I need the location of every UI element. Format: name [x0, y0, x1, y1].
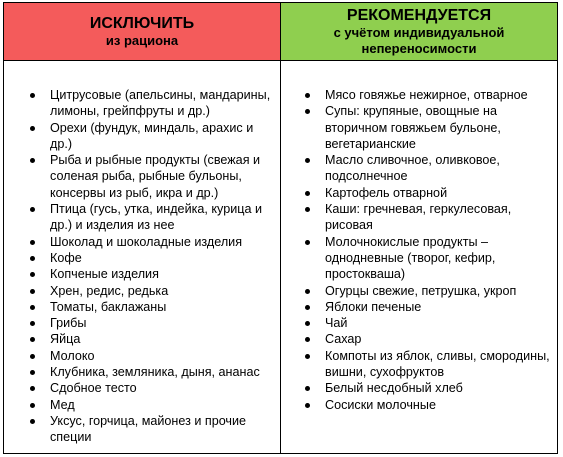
recommend-list-item: Масло сливочное, оливковое, подсолнечное [325, 152, 557, 185]
exclude-list-item: Молоко [50, 348, 280, 364]
exclude-subtitle: из рациона [105, 33, 179, 48]
exclude-list-item: Яйца [50, 331, 280, 347]
recommend-list-item: Супы: крупяные, овощные на вторичном говяжьем бульоне, вегетарианские [325, 103, 557, 152]
exclude-list-item: Орехи (фундук, миндаль, арахис и др.) [50, 120, 280, 153]
exclude-list-item: Цитрусовые (апельсины, мандарины, лимоны, грейпфруты и др.) [50, 87, 280, 120]
recommend-list-item: Компоты из яблок, сливы, смородины, вишни, сухофруктов [325, 348, 557, 381]
recommend-list-item: Яблоки печеные [325, 299, 557, 315]
exclude-header [4, 3, 281, 61]
recommend-subtitle: с учётом индивидуальной непереносимости [333, 25, 505, 56]
recommend-list [281, 87, 557, 413]
exclude-column [4, 61, 281, 453]
exclude-list-item: Рыба и рыбные продукты (свежая и соленая рыба, рыбные бульоны, консервы из рыб, икра и др.) [50, 152, 280, 201]
exclude-list-item: Хрен, редис, редька [50, 283, 280, 299]
exclude-list-item: Кофе [50, 250, 280, 266]
recommend-list-item: Мясо говяжье нежирное, отварное [325, 87, 557, 103]
recommend-title: РЕКОМЕНДУЕТСЯ [346, 7, 492, 24]
recommend-list-item: Молочнокислые продукты – однодневные (творог, кефир, простокваша) [325, 234, 557, 283]
recommend-list-item: Каши: гречневая, геркулесовая, рисовая [325, 201, 557, 234]
exclude-list-item: Сдобное тесто [50, 380, 280, 396]
exclude-list-item: Копченые изделия [50, 266, 280, 282]
exclude-list-item: Птица (гусь, утка, индейка, курица и др.) и изделия из нее [50, 201, 280, 234]
recommend-list-item: Белый несдобный хлеб [325, 380, 557, 396]
recommend-list-item: Сосиски молочные [325, 397, 557, 413]
exclude-list [4, 87, 280, 446]
exclude-list-item: Грибы [50, 315, 280, 331]
exclude-list-item: Мед [50, 397, 280, 413]
exclude-title: ИСКЛЮЧИТЬ [89, 15, 195, 32]
recommend-column [281, 61, 557, 453]
exclude-list-item: Уксус, горчица, майонез и прочие специи [50, 413, 280, 446]
exclude-list-item: Томаты, баклажаны [50, 299, 280, 315]
diet-table [3, 2, 558, 454]
recommend-list-item: Сахар [325, 331, 557, 347]
exclude-list-item: Клубника, земляника, дыня, ананас [50, 364, 280, 380]
recommend-list-item: Огурцы свежие, петрушка, укроп [325, 283, 557, 299]
recommend-list-item: Чай [325, 315, 557, 331]
recommend-list-item: Картофель отварной [325, 185, 557, 201]
exclude-list-item: Шоколад и шоколадные изделия [50, 234, 280, 250]
recommend-header [281, 3, 557, 61]
